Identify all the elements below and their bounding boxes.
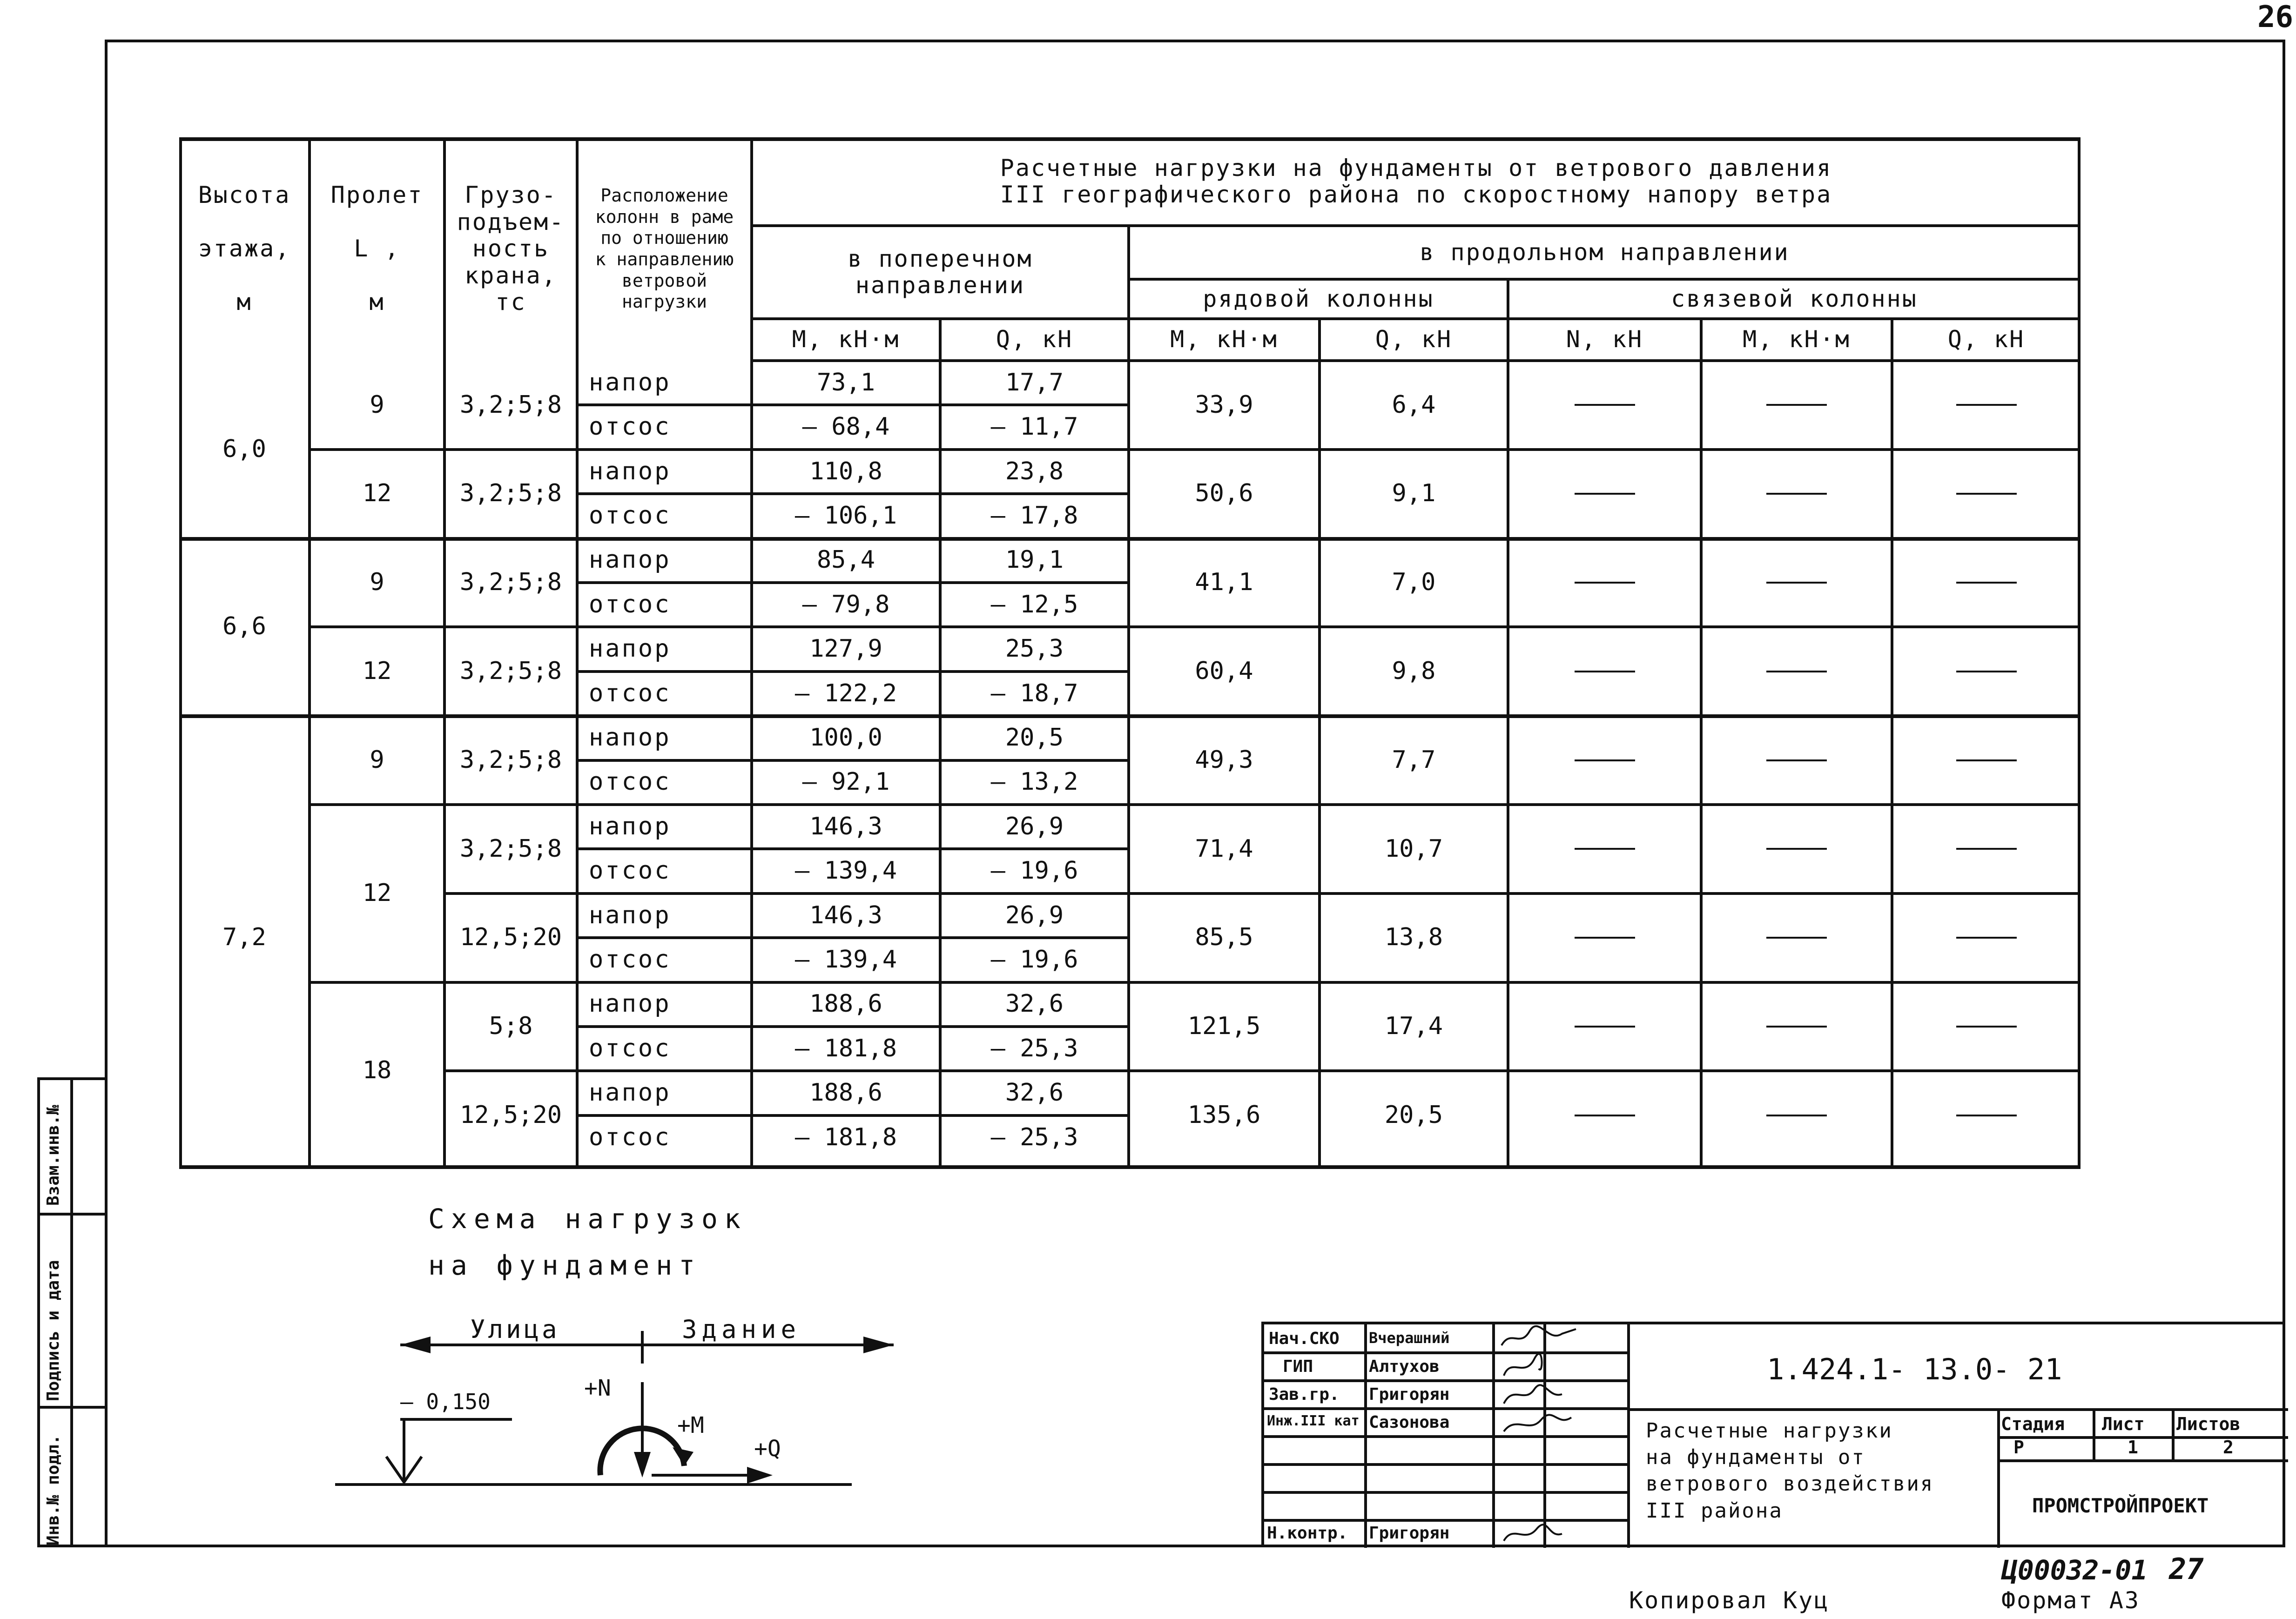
cell-napor-label-2-1-0: напор [589,812,671,840]
cell-row-q-1-0-0: 7,0 [1392,568,1436,597]
cell-brace-dash-2-2-0-9 [1701,982,1892,1071]
cell-otsos-q-2-2-1: – 25,3 [990,1123,1078,1151]
cell-otsos-m-2-1-0: – 139,4 [795,857,897,885]
role-nach-sko: Нач.СКО [1269,1329,1340,1348]
name-grigoryan-2: Григорян [1369,1524,1450,1543]
cell-brace-dash-0-1-0-9 [1701,450,1892,538]
role-zav-gr: Зав.гр. [1269,1385,1340,1404]
scheme-title-line1: Схема нагрузок [428,1203,747,1235]
cell-crane-capacity-1-1-0: 3,2;5;8 [459,657,562,685]
header-column-position: Расположение колонн в раме по отношению к направлению ветровой нагрузки [595,185,734,312]
cell-row-m-2-2-1: 135,6 [1187,1101,1261,1129]
cell-brace-dash-2-1-0-9 [1701,805,1892,893]
cell-row-q-2-2-0: 17,4 [1384,1012,1443,1041]
cell-brace-dash-2-2-1-9 [1701,1071,1892,1160]
header-unit-m-knm: M, кН·м [1170,326,1278,353]
wind-load-table [179,137,2081,1168]
cell-brace-dash-0-1-0-10 [1892,450,2081,538]
header-crane-capacity: Грузо- подъем- ность крана, тс [457,181,565,316]
side-stamp [37,1077,108,1547]
cell-brace-dash-2-2-1-8 [1508,1071,1701,1160]
cell-row-m-0-1-0: 50,6 [1195,479,1253,508]
cell-crane-capacity-2-1-0: 3,2;5;8 [459,834,562,863]
cell-brace-dash-2-1-1-10 [1892,893,2081,982]
stamp-inv-podl: Инв.№ подл. [44,1434,63,1545]
header-main-title-line1: Расчетные нагрузки на фундаменты от ветрового давления [1000,154,1832,181]
cell-napor-q-0-1-0: 23,8 [1005,457,1064,485]
name-grigoryan: Григорян [1369,1385,1450,1404]
cell-napor-q-2-1-1: 26,9 [1005,901,1064,929]
cell-floor-height-2: 7,2 [222,923,266,952]
cell-row-q-0-1-0: 9,1 [1392,479,1436,508]
sheet-description: Расчетные нагрузки на фундаменты от ветрового воздействия III района [1646,1419,1934,1523]
m-moment-label: +M [677,1412,704,1438]
cell-span-2-2: 18 [362,1056,392,1085]
cell-brace-dash-1-1-0-9 [1701,627,1892,716]
cell-otsos-label-2-1-1: отсос [589,945,671,974]
role-n-kontr: Н.контр. [1267,1524,1348,1543]
cell-napor-label-1-0-0: напор [589,546,671,574]
cell-napor-m-0-1-0: 110,8 [809,457,882,485]
copied-by: Копировал Куц [1629,1587,1830,1614]
cell-brace-dash-1-0-0-9 [1701,538,1892,627]
cell-brace-dash-2-1-1-8 [1508,893,1701,982]
cell-brace-dash-0-0-0-10 [1892,361,2081,450]
cell-brace-dash-2-0-0-8 [1508,716,1701,805]
cell-otsos-q-0-0-0: – 11,7 [990,413,1078,441]
cell-row-q-2-1-0: 10,7 [1384,834,1443,863]
cell-otsos-label-2-2-1: отсос [589,1123,671,1151]
cell-otsos-q-2-1-1: – 19,6 [990,945,1078,974]
role-gip: ГИП [1283,1357,1313,1376]
cell-crane-capacity-0-1-0: 3,2;5;8 [459,479,562,508]
header-floor-height: Высота этажа, м [198,181,291,316]
cell-row-m-2-1-0: 71,4 [1195,834,1253,863]
cell-span-1-0: 9 [370,568,384,597]
cell-brace-dash-0-1-0-8 [1508,450,1701,538]
cell-otsos-q-2-0-0: – 13,2 [990,768,1078,796]
cell-napor-m-2-2-0: 188,6 [809,990,882,1018]
cell-row-m-1-0-0: 41,1 [1195,568,1253,597]
cell-otsos-q-0-1-0: – 17,8 [990,501,1078,530]
cell-napor-q-2-2-1: 32,6 [1005,1079,1064,1107]
cell-napor-label-2-2-1: напор [589,1079,671,1107]
cell-crane-capacity-2-2-0: 5;8 [489,1012,533,1041]
cell-napor-q-2-2-0: 32,6 [1005,990,1064,1018]
cell-row-m-2-0-0: 49,3 [1195,746,1253,774]
sheets-label: Листов [2176,1414,2241,1434]
cell-row-q-2-1-1: 13,8 [1384,923,1443,952]
cell-brace-dash-2-0-0-10 [1892,716,2081,805]
cell-floor-height-1: 6,6 [222,612,266,641]
header-unit-q-kn: Q, кН [1375,326,1453,353]
cell-otsos-q-2-1-0: – 19,6 [990,857,1078,885]
cell-otsos-label-0-0-0: отсос [589,413,671,441]
cell-otsos-label-1-0-0: отсос [589,590,671,618]
paper-format: Формат А3 [2001,1587,2140,1614]
cell-brace-dash-2-2-0-8 [1508,982,1701,1071]
cell-napor-m-2-0-0: 100,0 [809,723,882,752]
role-inzh: Инж.III кат [1267,1413,1360,1429]
cell-span-2-0: 9 [370,746,384,774]
signatures [1497,1324,1627,1548]
street-label: Улица [470,1315,560,1344]
cell-otsos-m-0-0-0: – 68,4 [802,413,890,441]
stamp-sign-date: Подпись и дата [44,1260,63,1401]
cell-otsos-m-2-2-0: – 181,8 [795,1034,897,1062]
sheets-value: 2 [2223,1437,2234,1458]
header-row-column: рядовой колонны [1203,285,1434,312]
cell-napor-m-1-0-0: 85,4 [816,546,875,574]
stage-value: Р [2013,1437,2024,1458]
header-brace-column: связевой колонны [1671,285,1918,312]
header-unit-m-knm: M, кН·м [792,326,900,353]
title-block [1261,1322,2285,1547]
cell-otsos-label-1-1-0: отсос [589,679,671,707]
cell-brace-dash-2-2-1-10 [1892,1071,2081,1160]
cell-otsos-m-0-1-0: – 106,1 [795,501,897,530]
level-label: – 0,150 [400,1389,491,1414]
cell-napor-q-1-0-0: 19,1 [1005,546,1064,574]
cell-napor-q-1-1-0: 25,3 [1005,635,1064,663]
cell-napor-m-2-1-0: 146,3 [809,812,882,840]
cell-span-2-1: 12 [362,879,392,907]
stamp-vzam-inv: Взам.инв.№ [44,1105,63,1206]
cell-otsos-label-2-0-0: отсос [589,768,671,796]
header-longitudinal: в продольном направлении [1420,238,1790,266]
cell-otsos-q-1-1-0: – 18,7 [990,679,1078,707]
cell-napor-label-2-2-0: напор [589,990,671,1018]
page-number: 26 [2257,0,2294,34]
cell-brace-dash-1-1-0-8 [1508,627,1701,716]
header-main-title [752,137,2081,226]
cell-otsos-m-2-1-1: – 139,4 [795,945,897,974]
cell-napor-q-0-0-0: 17,7 [1005,368,1064,396]
cell-crane-capacity-0-0-0: 3,2;5;8 [459,390,562,419]
cell-brace-dash-0-0-0-9 [1701,361,1892,450]
cell-row-q-2-2-1: 20,5 [1384,1101,1443,1129]
header-unit-m-knm: M, кН·м [1743,326,1851,353]
cell-otsos-m-1-0-0: – 79,8 [802,590,890,618]
cell-row-m-0-0-0: 33,9 [1195,390,1253,419]
scheme-title-line2: на фундамент [428,1250,702,1281]
cell-floor-height-0: 6,0 [222,435,266,463]
header-unit-q-kn: Q, кН [996,326,1073,353]
cell-row-q-0-0-0: 6,4 [1392,390,1436,419]
cell-otsos-label-2-1-0: отсос [589,857,671,885]
header-unit-n-kn: N, кН [1566,326,1643,353]
cell-napor-q-2-1-0: 26,9 [1005,812,1064,840]
n-force-label: +N [584,1375,611,1401]
cell-otsos-label-2-2-0: отсос [589,1034,671,1062]
organization: ПРОМСТРОЙПРОЕКТ [2032,1494,2209,1517]
cell-brace-dash-1-0-0-8 [1508,538,1701,627]
building-label: Здание [682,1315,801,1344]
cell-napor-label-2-0-0: напор [589,723,671,752]
cell-napor-label-0-1-0: напор [589,457,671,485]
cell-span-0-0: 9 [370,390,384,419]
cell-otsos-q-1-0-0: – 12,5 [990,590,1078,618]
cell-brace-dash-2-1-0-10 [1892,805,2081,893]
cell-row-q-2-0-0: 7,7 [1392,746,1436,774]
cell-crane-capacity-2-1-1: 12,5;20 [459,923,562,952]
name-vcherashniy: Вчерашний [1369,1329,1450,1347]
archive-code: Ц00032-01 [2001,1554,2148,1586]
q-shear-label: +Q [754,1436,781,1462]
cell-row-m-2-2-0: 121,5 [1187,1012,1261,1041]
cell-row-m-1-1-0: 60,4 [1195,657,1253,685]
cell-row-q-1-1-0: 9,8 [1392,657,1436,685]
cell-crane-capacity-1-0-0: 3,2;5;8 [459,568,562,597]
cell-napor-m-2-2-1: 188,6 [809,1079,882,1107]
doc-code: 1.424.1- 13.0- 21 [1767,1352,2062,1386]
cell-crane-capacity-2-2-1: 12,5;20 [459,1101,562,1129]
sheet-label: Лист [2102,1414,2145,1434]
cell-span-0-1: 12 [362,479,392,508]
archive-page: 27 [2169,1552,2204,1586]
name-sazonova: Сазонова [1369,1413,1450,1432]
cell-otsos-m-2-0-0: – 92,1 [802,768,890,796]
cell-span-1-1: 12 [362,657,392,685]
cell-napor-label-1-1-0: напор [589,635,671,663]
cell-brace-dash-2-0-0-9 [1701,716,1892,805]
header-span: Пролет L , м [330,181,424,316]
sheet-value: 1 [2128,1437,2138,1458]
name-altukhov: Алтухов [1369,1357,1440,1376]
cell-brace-dash-1-1-0-10 [1892,627,2081,716]
cell-napor-label-2-1-1: напор [589,901,671,929]
cell-otsos-q-2-2-0: – 25,3 [990,1034,1078,1062]
header-main-title-line2: III географического района по скоростному напору ветра [1000,181,1832,208]
cell-brace-dash-1-0-0-10 [1892,538,2081,627]
cell-crane-capacity-2-0-0: 3,2;5;8 [459,746,562,774]
cell-napor-m-0-0-0: 73,1 [816,368,875,396]
header-unit-q-kn: Q, кН [1947,326,2025,353]
header-transverse: в поперечном направлении [848,245,1033,299]
cell-brace-dash-2-2-0-10 [1892,982,2081,1071]
cell-brace-dash-2-1-1-9 [1701,893,1892,982]
cell-napor-m-1-1-0: 127,9 [809,635,882,663]
cell-otsos-label-0-1-0: отсос [589,501,671,530]
cell-brace-dash-0-0-0-8 [1508,361,1701,450]
cell-otsos-m-2-2-1: – 181,8 [795,1123,897,1151]
cell-napor-label-0-0-0: напор [589,368,671,396]
cell-napor-q-2-0-0: 20,5 [1005,723,1064,752]
cell-otsos-m-1-1-0: – 122,2 [795,679,897,707]
cell-napor-m-2-1-1: 146,3 [809,901,882,929]
cell-brace-dash-2-1-0-8 [1508,805,1701,893]
cell-row-m-2-1-1: 85,5 [1195,923,1253,952]
stage-label: Стадия [2001,1414,2065,1434]
